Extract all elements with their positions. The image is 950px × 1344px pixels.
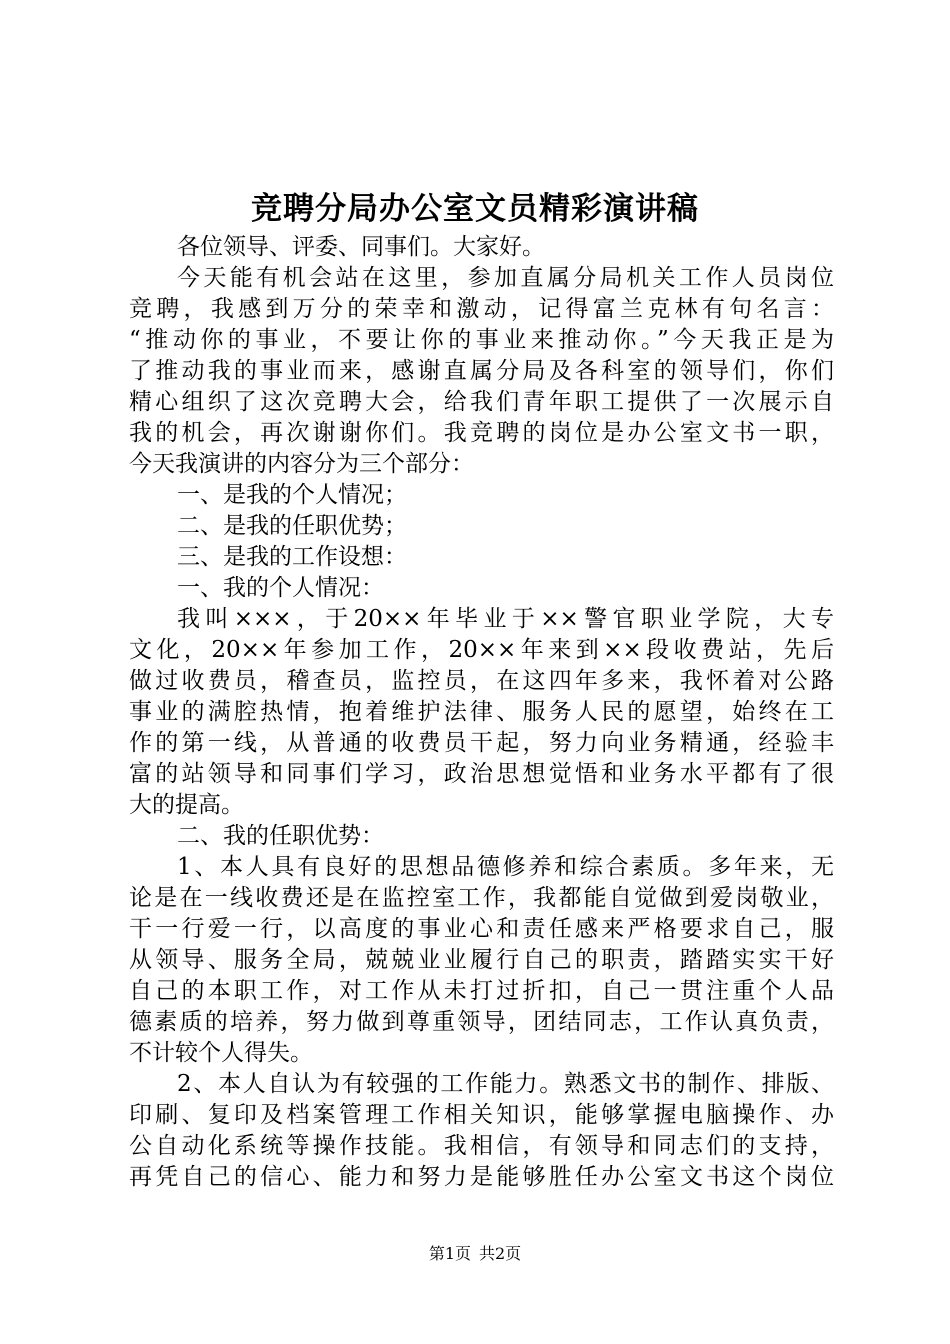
body-line-31: 再凭自己的信心、能力和努力是能够胜任办公室文书这个岗位 bbox=[129, 1164, 834, 1190]
body-line-22: 论是在一线收费还是在监控室工作，我都能自觉做到爱岗敬业， bbox=[129, 885, 834, 911]
body-line-16: 事业的满腔热情，抱着维护法律、服务人民的愿望，始终在工 bbox=[129, 699, 834, 725]
document-title: 竞聘分局办公室文员精彩演讲稿 bbox=[251, 191, 699, 227]
body-line-9: 一、是我的个人情况； bbox=[177, 482, 407, 508]
body-line-2: 今天能有机会站在这里，参加直属分局机关工作人员岗位 bbox=[177, 265, 834, 291]
body-line-12: 一、我的个人情况： bbox=[177, 575, 384, 601]
body-line-20: 二、我的任职优势： bbox=[177, 823, 384, 849]
body-line-25: 自己的本职工作，对工作从未打过折扣，自己一贯注重个人品 bbox=[129, 978, 834, 1004]
body-line-14: 文化，20××年参加工作，20××年来到××段收费站，先后 bbox=[129, 637, 834, 663]
body-line-7: 我的机会，再次谢谢你们。我竞聘的岗位是办公室文书一职， bbox=[129, 420, 834, 446]
body-line-11: 三、是我的工作设想： bbox=[177, 544, 407, 570]
body-line-29: 印刷、复印及档案管理工作相关知识，能够掌握电脑操作、办 bbox=[129, 1102, 834, 1128]
body-line-19: 大的提高。 bbox=[129, 792, 244, 818]
body-line-17: 作的第一线，从普通的收费员干起，努力向业务精通，经验丰 bbox=[129, 730, 834, 756]
document-body bbox=[129, 232, 834, 1193]
body-line-24: 从领导、服务全局，兢兢业业履行自己的职责，踏踏实实干好 bbox=[129, 947, 834, 973]
body-line-23: 干一行爱一行，以高度的事业心和责任感来严格要求自己，服 bbox=[129, 916, 834, 942]
page-footer bbox=[0, 1243, 950, 1265]
body-line-6: 精心组织了这次竞聘大会，给我们青年职工提供了一次展示自 bbox=[129, 389, 834, 415]
body-line-4: “推动你的事业，不要让你的事业来推动你。”今天我正是为 bbox=[129, 327, 834, 353]
page-number: 第1页 bbox=[428, 1244, 471, 1263]
body-line-28: 2、本人自认为有较强的工作能力。熟悉文书的制作、排版、 bbox=[177, 1071, 834, 1097]
body-line-18: 富的站领导和同事们学习，政治思想觉悟和业务水平都有了很 bbox=[129, 761, 834, 787]
body-line-26: 德素质的培养，努力做到尊重领导，团结同志，工作认真负责， bbox=[129, 1009, 834, 1035]
page-total: 共2页 bbox=[479, 1244, 522, 1263]
body-line-15: 做过收费员，稽查员，监控员，在这四年多来，我怀着对公路 bbox=[129, 668, 834, 694]
body-line-8: 今天我演讲的内容分为三个部分： bbox=[129, 451, 474, 477]
body-line-10: 二、是我的任职优势； bbox=[177, 513, 407, 539]
body-line-21: 1、本人具有良好的思想品德修养和综合素质。多年来，无 bbox=[177, 854, 834, 880]
body-line-13: 我叫×××，于20××年毕业于××警官职业学院，大专 bbox=[177, 606, 834, 632]
body-line-30: 公自动化系统等操作技能。我相信，有领导和同志们的支持， bbox=[129, 1133, 834, 1159]
body-line-5: 了推动我的事业而来，感谢直属分局及各科室的领导们，你们 bbox=[129, 358, 834, 384]
body-line-1: 各位领导、评委、同事们。大家好。 bbox=[177, 234, 545, 260]
body-line-3: 竞聘，我感到万分的荣幸和激动，记得富兰克林有句名言： bbox=[129, 296, 834, 322]
body-line-27: 不计较个人得失。 bbox=[129, 1040, 313, 1066]
